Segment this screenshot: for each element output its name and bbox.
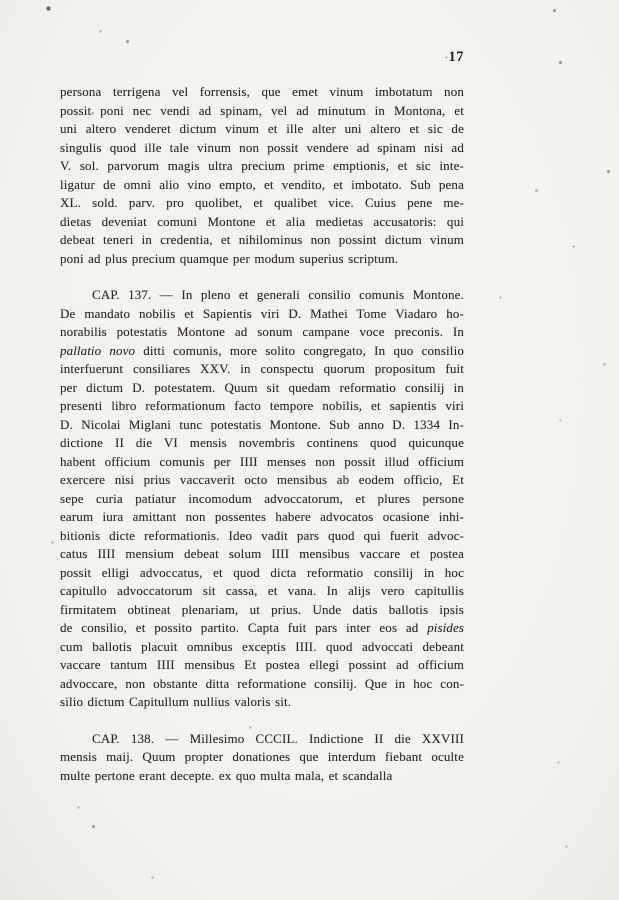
text-line: capitullo advoccatorum sit cassa, et vana. In alijs vero capitullis [60, 583, 464, 598]
text-line: dietas deveniat comuni Montone et alia medietas accusatoris: qui [60, 213, 464, 229]
text-line: persona terrigena vel forrensis, que emet vinum imbotatum non [60, 84, 464, 99]
text-line: debeat teneri in credentia, et nihilominus non possint dictum vinum [60, 232, 464, 247]
text-line: pallatio novo ditti comunis, more solito congregato, In quo consilio [60, 342, 464, 358]
text-line: advoccare, non obstante ditta reformatione consilij. Que in hoc con- [60, 675, 464, 691]
scan-specks [0, 0, 1, 1]
page-number: 17 [448, 49, 464, 65]
text-line: catus IIII mensium debeat solum IIII mensibus vaccare et postea [60, 546, 464, 561]
text-line: de consilio, et possito partito. Capta fuit pars inter eos ad pisides [60, 620, 464, 635]
text-line: cum ballotis placuit omnibus exceptis IIII. quod advoccati debeant [60, 638, 464, 654]
text-line: possit poni nec vendi ad spinam, vel ad minutum in Montona, et [60, 102, 464, 118]
paragraph [60, 286, 464, 712]
text-line: habent officium comunis per IIII menses non possit illud officium [60, 453, 464, 469]
text-line: CAP. 137. — In pleno et generali consilio comunis Montone. [92, 287, 464, 302]
text-line: bitionis dicte reformationis. Ideo vadit pars quod qui fuerit advoc- [60, 527, 464, 543]
text-line: singulis quod ille tale vinum non possit vendere ad spinam nisi ad [60, 139, 464, 155]
paragraph [60, 730, 464, 786]
text-line: XL. sold. parv. pro quolibet, et qualibet vice. Cuius pene me- [60, 195, 464, 210]
text-line: uni altero venderet dictum vinum et ille alter uni altero et sic de [60, 121, 464, 136]
text-line: mensis maij. Quum propter donationes que interdum fiebant oculte [60, 749, 464, 764]
text-line: presenti libro reformationum facto tempore nobilis, et sapientis viri [60, 398, 464, 413]
text-block [60, 83, 464, 785]
text-line: silio dictum Capitullum nullius valoris sit. [60, 694, 292, 709]
text-line: dictione II die VI mensis novembris continens quod quicunque [60, 435, 464, 450]
text-line: CAP. 138. — Millesimo CCCIL. Indictione II die XXVIII [92, 730, 464, 746]
text-line: norabilis potestatis Montone ad sonum campane voce preconis. In [60, 324, 464, 339]
text-line: per dictum D. potestatem. Quum sit quedam reformatio consilij in [60, 379, 464, 395]
text-line: vaccare tantum IIII mensibus Et postea ellegi possint ad officium [60, 657, 464, 672]
text-line: firmitatem obtineat plenariam, ut prius. Unde datis ballotis ipsis [60, 601, 464, 617]
text-line: sepe curia patiatur incomodum advoccatorum, et plures persone [60, 490, 464, 506]
text-line: V. sol. parvorum magis ultra precium prime emptionis, et sic inte- [60, 158, 464, 173]
text-line: ligatur de omni alio vino empto, et vendito, et imbotato. Sub pena [60, 176, 464, 192]
text-line: interfuerunt consiliares XXV. in conspectu quorum propositum fuit [60, 361, 464, 376]
text-line: multe pertone erant decepte. ex quo multa mala, et scandalla [60, 767, 393, 783]
text-line: earum iura amittant non possentes habere advocatos ocasione inhi- [60, 509, 464, 524]
text-line: exercere nisi prius vaccaverit octo mensibus ab eodem officio, Et [60, 472, 464, 487]
text-line: possit elligi advoccatus, et quod dicta reformatio consilij in hoc [60, 564, 464, 580]
text-line: D. Nicolai Miglani tunc potestatis Montone. Sub anno D. 1334 In- [60, 416, 464, 432]
text-line: De mandato nobilis et Sapientis viri D. Mathei Tome Viadaro ho- [60, 305, 464, 321]
paragraph [60, 83, 464, 268]
text-line: poni ad plus precium quamque per modum superius scriptum. [60, 250, 399, 266]
